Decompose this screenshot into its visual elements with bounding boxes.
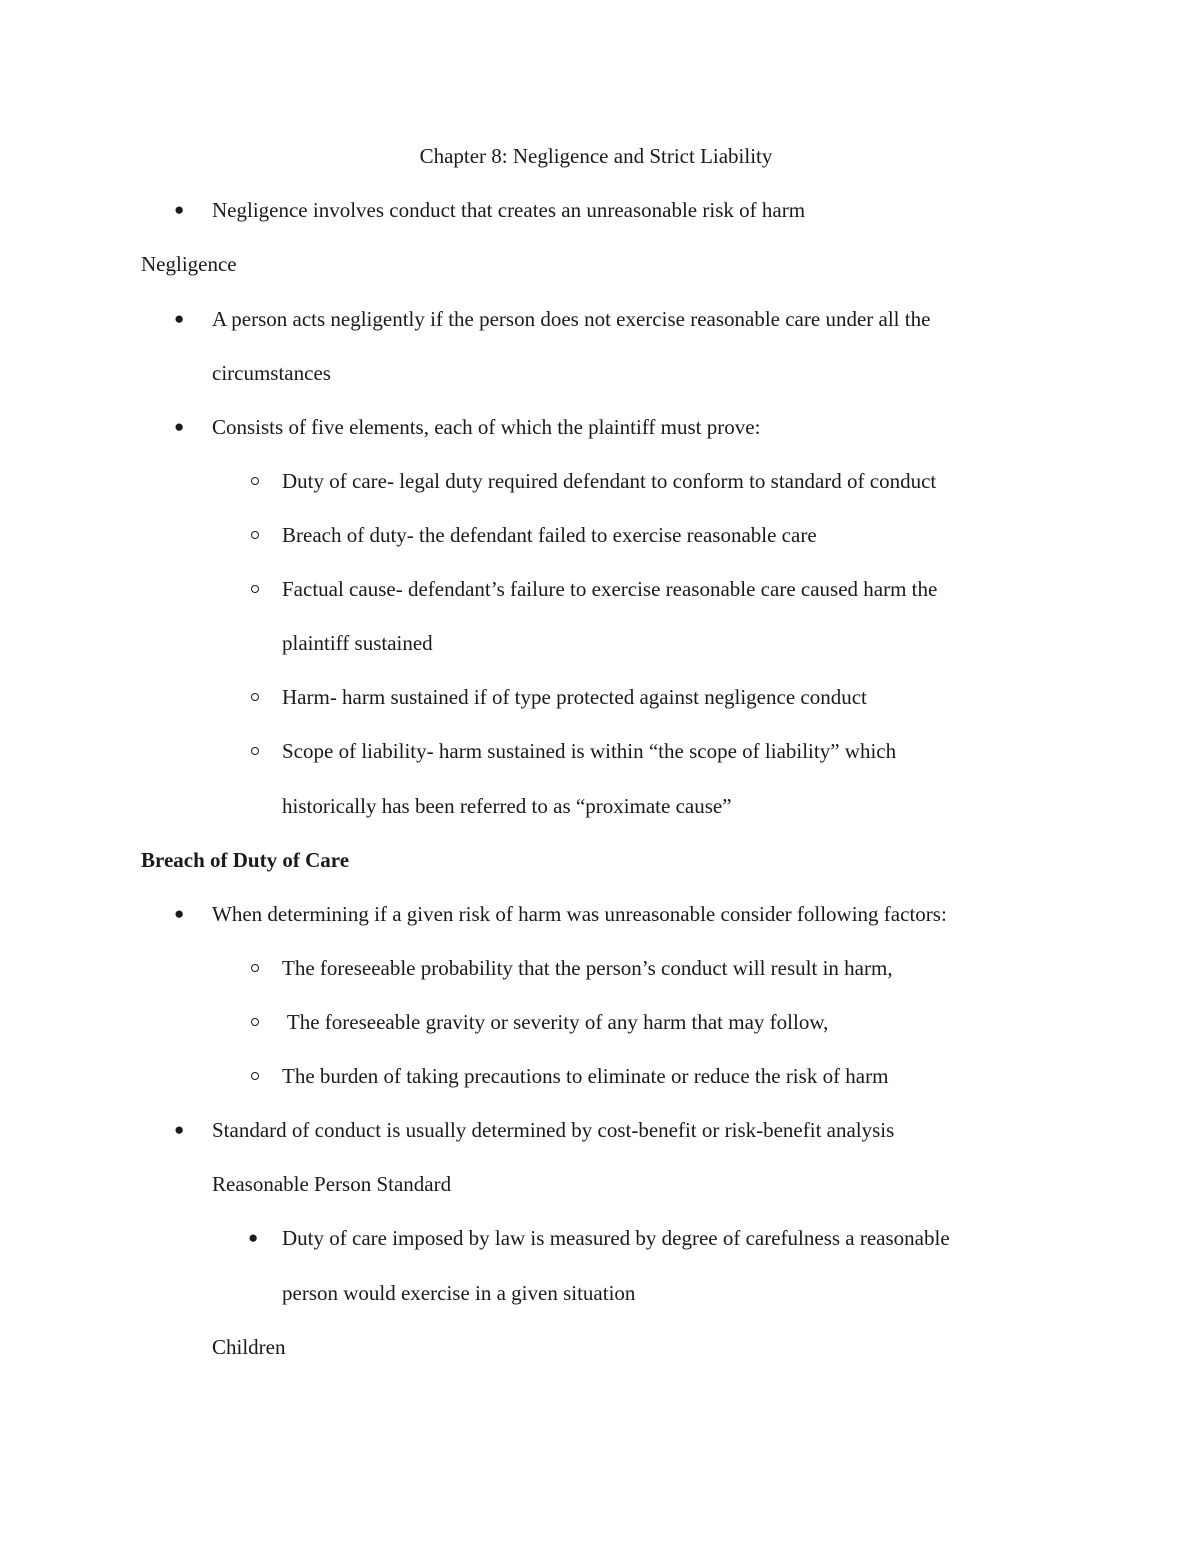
circle-bullet-icon [251, 964, 259, 972]
element-breach-of-duty: Breach of duty- the defendant failed to exercise reasonable care [282, 523, 817, 547]
element-factual-cause-line-1: Factual cause- defendant’s failure to exercise reasonable care caused harm the [282, 577, 938, 601]
element-factual-cause-line-2: plaintiff sustained [282, 631, 433, 655]
factor-gravity: The foreseeable gravity or severity of any harm that may follow, [282, 1010, 829, 1034]
factor-probability: The foreseeable probability that the person’s conduct will result in harm, [282, 956, 893, 980]
bullet-icon: ● [174, 309, 185, 328]
circle-bullet-icon [251, 1072, 259, 1080]
element-duty-of-care: Duty of care- legal duty required defendant to conform to standard of conduct [282, 469, 937, 493]
bullet-icon: ● [174, 200, 185, 219]
negligence-bullet-1-line-1: A person acts negligently if the person does not exercise reasonable care under all the [212, 307, 931, 331]
reasonable-person-line-1: Duty of care imposed by law is measured by degree of carefulness a reasonable [282, 1226, 950, 1250]
negligence-bullet-2: Consists of five elements, each of which the plaintiff must prove: [212, 415, 761, 439]
circle-bullet-icon [251, 747, 259, 755]
bullet-icon: ● [174, 1120, 185, 1139]
bullet-icon: ● [248, 1228, 259, 1247]
reasonable-person-line-2: person would exercise in a given situation [282, 1281, 636, 1305]
page-title: Chapter 8: Negligence and Strict Liability [419, 144, 773, 168]
circle-bullet-icon [251, 693, 259, 701]
negligence-bullet-1-line-2: circumstances [212, 361, 331, 385]
bullet-icon: ● [174, 904, 185, 923]
element-scope-line-1: Scope of liability- harm sustained is within “the scope of liability” which [282, 739, 897, 763]
circle-bullet-icon [251, 585, 259, 593]
section-heading-breach: Breach of Duty of Care [141, 848, 350, 872]
subheading-reasonable-person: Reasonable Person Standard [212, 1172, 452, 1196]
intro-bullet-text: Negligence involves conduct that creates an unreasonable risk of harm [212, 198, 806, 222]
subheading-children: Children [212, 1335, 286, 1359]
circle-bullet-icon [251, 1018, 259, 1026]
bullet-icon: ● [174, 417, 185, 436]
element-harm: Harm- harm sustained if of type protected against negligence conduct [282, 685, 867, 709]
circle-bullet-icon [251, 477, 259, 485]
breach-bullet-2: Standard of conduct is usually determined by cost-benefit or risk-benefit analysis [212, 1118, 895, 1142]
element-scope-line-2: historically has been referred to as “proximate cause” [282, 794, 732, 818]
section-heading-negligence: Negligence [141, 252, 237, 276]
circle-bullet-icon [251, 531, 259, 539]
factor-burden: The burden of taking precautions to eliminate or reduce the risk of harm [282, 1064, 889, 1088]
breach-bullet-1: When determining if a given risk of harm was unreasonable consider following factors: [212, 902, 947, 926]
